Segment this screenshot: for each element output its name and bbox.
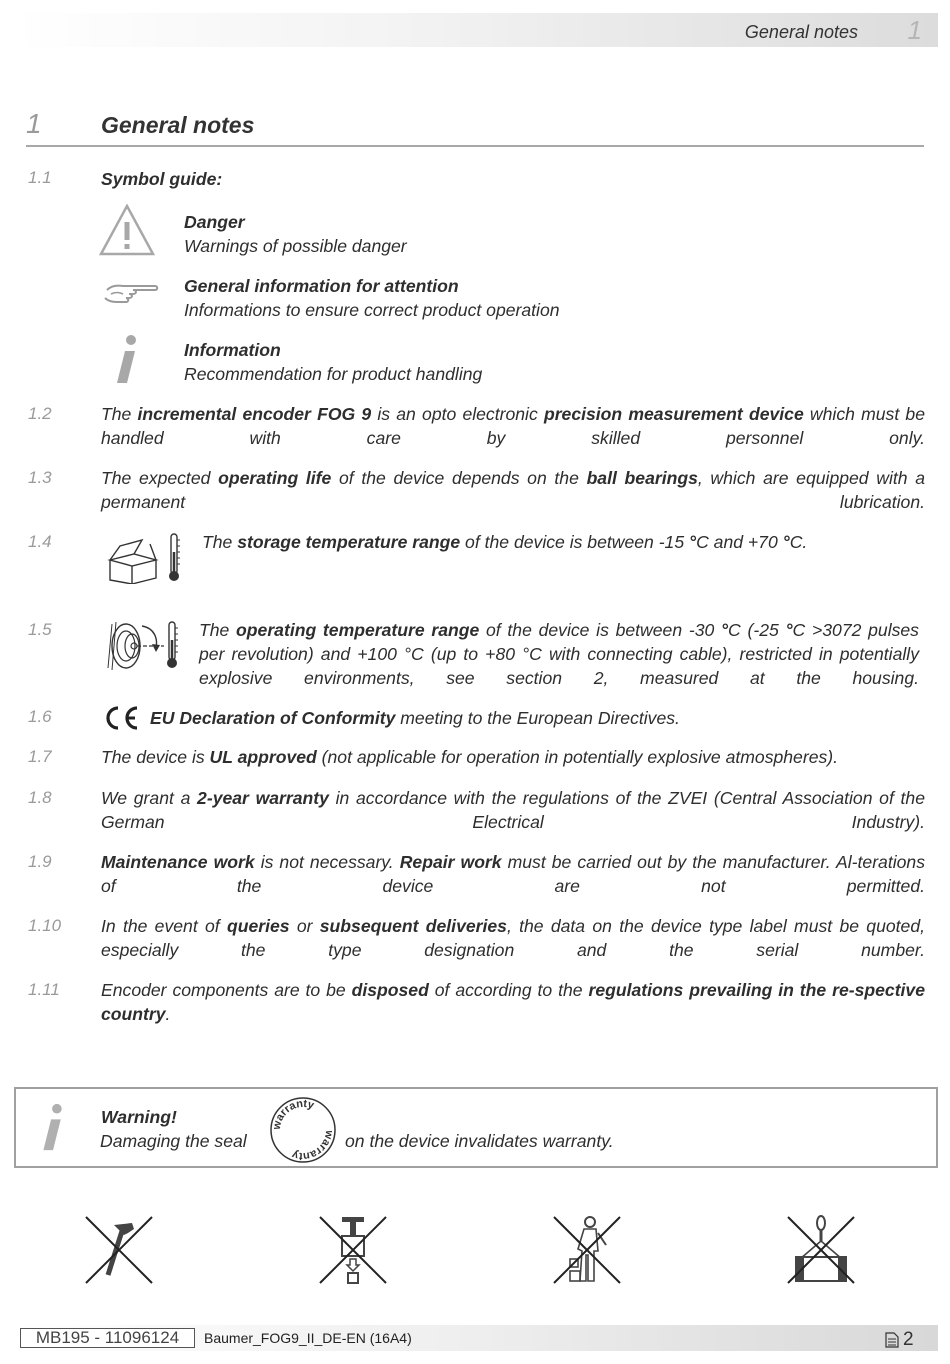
section-text: The incremental encoder FOG 9 is an opto electronic precision measurement device which must be handled with care by skilled personnel only. xyxy=(101,404,925,448)
section-number: 1.7 xyxy=(28,747,52,766)
symbol-title-attention: General information for attention xyxy=(184,276,459,296)
section-number: 1.5 xyxy=(28,620,52,639)
svg-text:warranty: warranty xyxy=(270,1097,316,1131)
no-hammer-icon xyxy=(84,1215,154,1285)
section-text: EU Declaration of Conformity meeting to the European Directives. xyxy=(150,708,680,728)
section-text: The storage temperature range of the device is between -15 °C and +70 °C. xyxy=(202,532,808,552)
header-title: General notes xyxy=(744,22,858,42)
warning-text-before: Damaging the seal xyxy=(100,1131,247,1151)
section-title: Symbol guide: xyxy=(101,169,223,189)
warranty-seal-icon xyxy=(268,1095,338,1165)
symbol-desc-information: Recommendation for product handling xyxy=(184,364,483,384)
information-i-icon xyxy=(38,1102,70,1154)
ce-mark-icon xyxy=(101,705,141,731)
section-text: The device is UL approved (not applicable for operation in potentially explosive atmospheres). xyxy=(101,747,839,767)
chapter-title: General notes xyxy=(101,112,255,138)
document-code: MB195 - 11096124 xyxy=(20,1328,195,1348)
section-number: 1.3 xyxy=(28,468,52,487)
section-number: 1.11 xyxy=(28,980,60,999)
section-number: 1.2 xyxy=(28,404,52,423)
chapter-number: 1 xyxy=(26,108,42,139)
symbol-desc-danger: Warnings of possible danger xyxy=(184,236,407,256)
section-text: Encoder components are to be disposed of according to the regulations prevailing in the re-spective country. xyxy=(101,980,926,1024)
section-number: 1.10 xyxy=(28,916,62,935)
document-name: Baumer_FOG9_II_DE-EN (16A4) xyxy=(204,1330,412,1346)
page-header xyxy=(14,13,938,47)
section-text: In the event of queries or subsequent deliveries, the data on the device type label must be quoted, especially the type designation and the serial number. xyxy=(101,916,925,960)
information-i-icon xyxy=(113,333,143,387)
section-number: 1.8 xyxy=(28,788,52,807)
svg-text:warranty: warranty xyxy=(290,1129,336,1163)
section-text: The operating temperature range of the device is between -30 °C (-25 °C >3072 pulses per revolution) and +100 °C (up to +80 °C with connecting cable), restricted in potentially explosive environments, see section 2, measured at the housing. xyxy=(199,620,919,688)
symbol-title-danger: Danger xyxy=(184,212,245,232)
page-icon xyxy=(885,1332,899,1348)
symbol-desc-attention: Informations to ensure correct product operation xyxy=(184,300,560,320)
chapter-divider xyxy=(26,145,924,147)
page-number: 2 xyxy=(903,1329,914,1350)
no-shock-icon xyxy=(318,1215,388,1285)
warning-title: Warning! xyxy=(101,1107,177,1127)
storage-box-thermometer-icon xyxy=(106,532,186,584)
symbol-title-information: Information xyxy=(184,340,281,360)
pointing-hand-icon xyxy=(103,280,159,308)
section-text: We grant a 2-year warranty in accordance with the regulations of the ZVEI (Central Association of the German Electrical Industry). xyxy=(101,788,925,832)
warning-text-after: on the device invalidates warranty. xyxy=(345,1131,614,1151)
no-stepping-icon xyxy=(552,1215,622,1285)
section-number: 1.4 xyxy=(28,532,52,551)
section-number: 1.1 xyxy=(28,168,52,187)
danger-triangle-icon xyxy=(99,204,155,256)
section-text: Maintenance work is not necessary. Repair work must be carried out by the manufacturer. Al-terations of the device are not permitted. xyxy=(101,852,925,896)
no-lifting-by-cable-icon xyxy=(786,1215,856,1285)
section-text: The expected operating life of the device depends on the ball bearings, which are equipped with a permanent lubrication. xyxy=(101,468,926,512)
rotating-encoder-thermometer-icon xyxy=(104,618,184,674)
header-chapter-number: 1 xyxy=(907,15,922,45)
section-number: 1.9 xyxy=(28,852,52,871)
section-number: 1.6 xyxy=(28,707,52,726)
